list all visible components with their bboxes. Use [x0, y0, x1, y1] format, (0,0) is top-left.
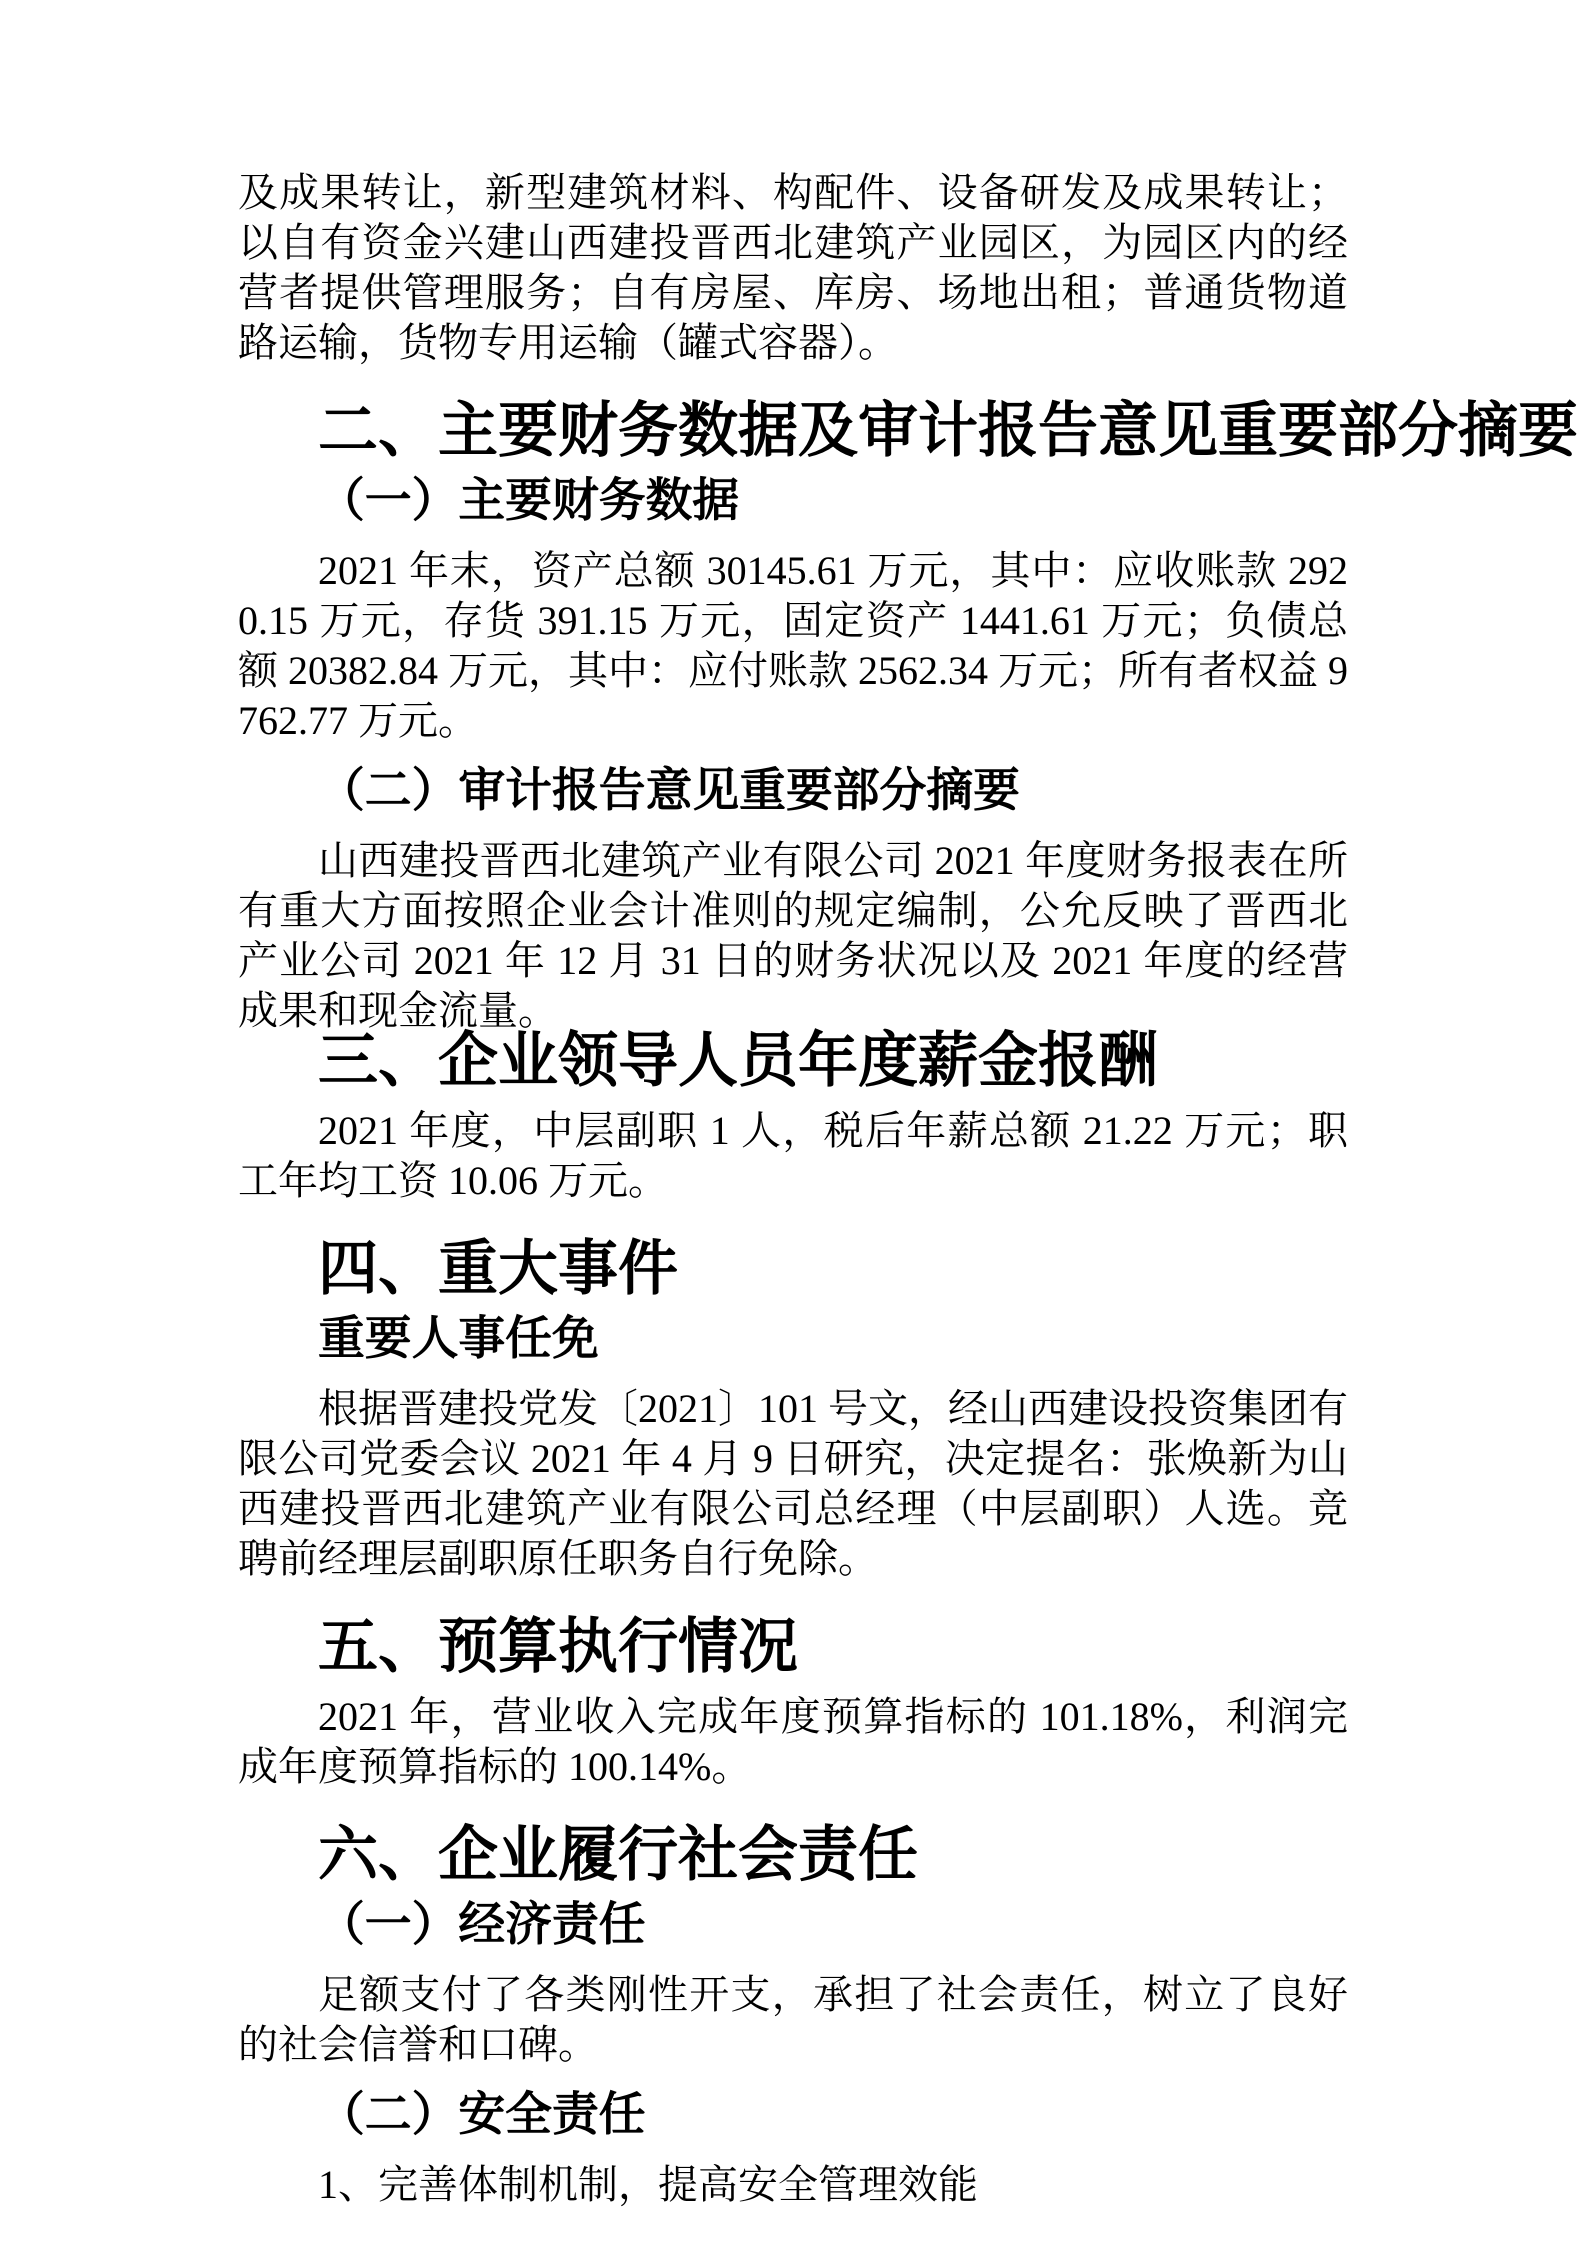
heading-important-personnel-appointments: 重要人事任免: [318, 1313, 599, 1365]
paragraph-salary-figures: 2021 年度，中层副职 1 人，税后年薪总额 21.22 万元；职工年均工资 10.06 万元。: [238, 1108, 1348, 1203]
heading-2-2-audit-opinion-summary: （二）审计报告意见重要部分摘要: [318, 765, 1020, 817]
paragraph-business-scope-continued: 及成果转让，新型建筑材料、构配件、设备研发及成果转让；以自有资金兴建山西建投晋西北建筑产业园区，为园区内的经营者提供管理服务；自有房屋、库房、场地出租；普通货物道路运输，货物专用运输（罐式容器）。: [238, 170, 1348, 365]
heading-section-4-major-events: 四、重大事件: [318, 1236, 678, 1302]
paragraph-personnel-appointment-details: 根据晋建投党发〔2021〕101 号文，经山西建设投资集团有限公司党委会议 2021 年 4 月 9 日研究，决定提名：张焕新为山西建投晋西北建筑产业有限公司总经理（中层副职）人选。竞聘前经理层副职原任职务自行免除。: [238, 1386, 1348, 1581]
heading-section-2-financial-data-and-audit: 二、主要财务数据及审计报告意见重要部分摘要: [318, 398, 1578, 464]
heading-6-1-economic-responsibility: （一）经济责任: [318, 1899, 646, 1951]
heading-2-1-main-financial-data: （一）主要财务数据: [318, 475, 740, 527]
paragraph-economic-responsibility: 足额支付了各类刚性开支，承担了社会责任，树立了良好的社会信誉和口碑。: [238, 1972, 1348, 2067]
paragraph-financial-figures-2021: 2021 年末，资产总额 30145.61 万元，其中：应收账款 2920.15 万元，存货 391.15 万元，固定资产 1441.61 万元；负债总额 20382.84 万元，其中：应付账款 2562.34 万元；所有者权益 9762.77 万元。: [238, 548, 1348, 743]
list-item-safety-mechanism: 1、完善体制机制，提高安全管理效能: [318, 2162, 978, 2207]
heading-6-2-safety-responsibility: （二）安全责任: [318, 2089, 646, 2141]
heading-section-5-budget-execution: 五、预算执行情况: [318, 1614, 798, 1680]
heading-section-6-social-responsibility: 六、企业履行社会责任: [318, 1822, 918, 1888]
paragraph-audit-opinion: 山西建投晋西北建筑产业有限公司 2021 年度财务报表在所有重大方面按照企业会计准则的规定编制，公允反映了晋西北产业公司 2021 年 12 月 31 日的财务状况以及 2021 年度的经营成果和现金流量。: [238, 838, 1348, 1033]
paragraph-budget-execution-figures: 2021 年，营业收入完成年度预算指标的 101.18%，利润完成年度预算指标的 100.14%。: [238, 1694, 1348, 1789]
document-body: [238, 168, 1578, 2210]
heading-section-3-leader-salary: 三、企业领导人员年度薪金报酬: [318, 1028, 1158, 1094]
